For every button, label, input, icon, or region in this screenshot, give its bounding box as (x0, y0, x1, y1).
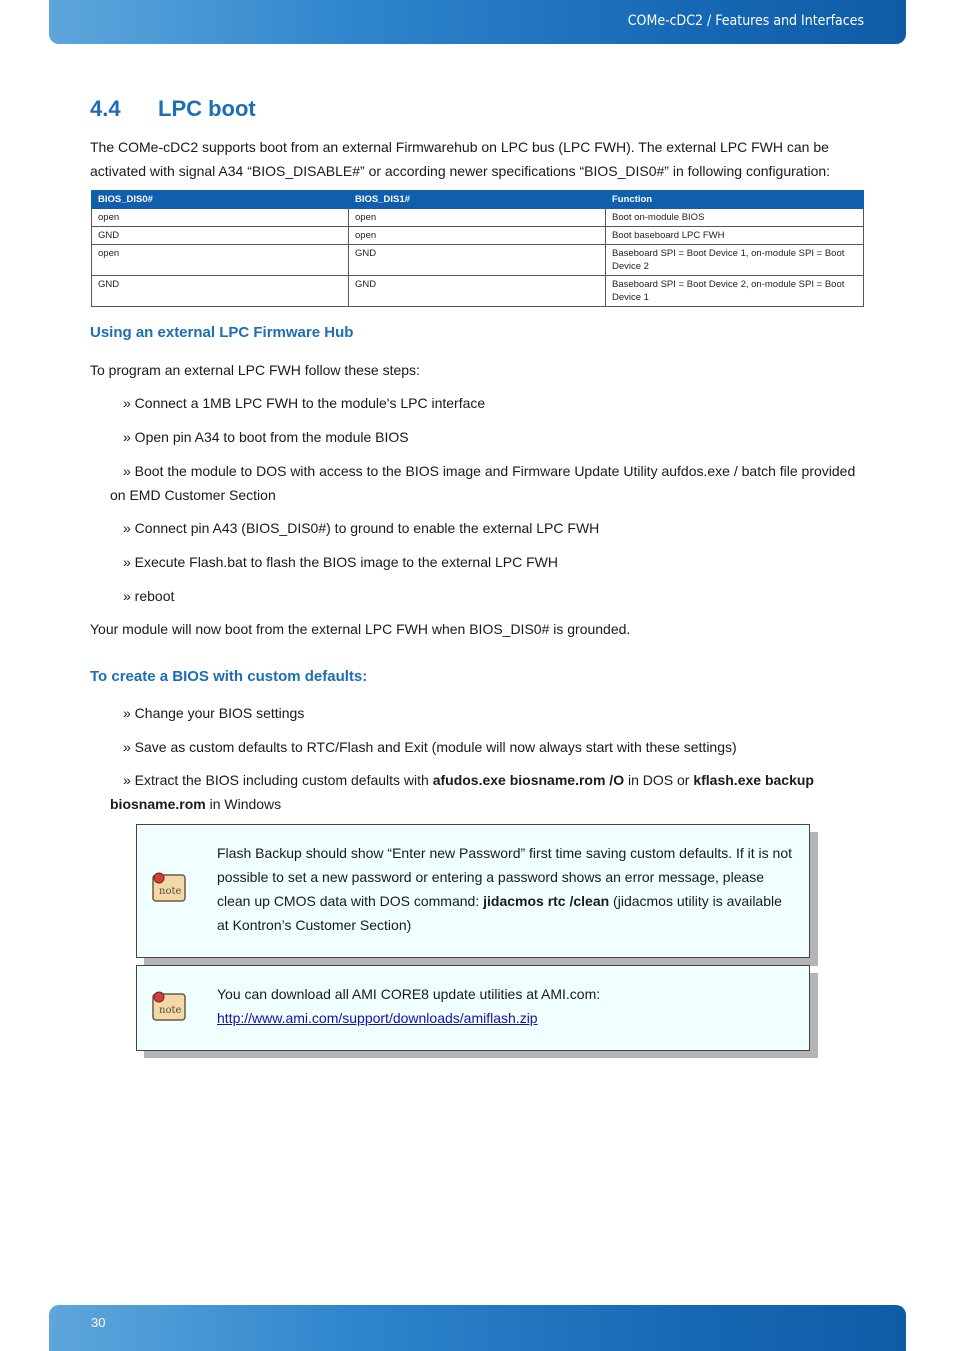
table-row (92, 209, 864, 227)
command-text: jidacmos rtc /clean (483, 893, 610, 909)
table-header-cell: BIOS_DIS0# (92, 191, 349, 209)
intro-paragraph: The COMe-cDC2 supports boot from an external Firmwarehub on LPC bus (LPC FWH). The external LPC FWH can be activated with signal A34 “BIOS_DISABLE#” or according newer specifications “BIOS_DIS0#” in following configuration: (90, 139, 831, 179)
table-cell: GND (92, 227, 349, 245)
table-cell: open (349, 209, 606, 227)
table-cell: GND (92, 276, 349, 307)
table-cell: Baseboard SPI = Boot Device 2, on-module SPI = Boot Device 1 (606, 276, 864, 307)
table-cell: open (92, 209, 349, 227)
table-cell: GND (349, 276, 606, 307)
table-cell: open (349, 227, 606, 245)
fwh-step: » reboot (123, 588, 175, 604)
table-row (92, 227, 864, 245)
amiflash-download-link[interactable]: http://www.ami.com/support/downloads/amiflash.zip (217, 1010, 538, 1026)
section-number: 4.4 (90, 96, 121, 121)
custom-step (110, 768, 864, 816)
command-text: afudos.exe biosname.rom /O (432, 772, 625, 788)
fwh-intro: To program an external LPC FWH follow these steps: (90, 362, 420, 378)
table-header-row (92, 191, 864, 209)
step-text: in Windows (205, 796, 282, 812)
fwh-step: » Connect a 1MB LPC FWH to the module's LPC interface (123, 395, 486, 411)
table-cell: Boot on-module BIOS (606, 209, 864, 227)
note-icon (151, 869, 187, 905)
fwh-heading: Using an external LPC Firmware Hub (90, 324, 354, 341)
custom-step: » Save as custom defaults to RTC/Flash and Exit (module will now always start with these settings) (123, 739, 737, 755)
command-text: kflash.exe backup biosname.rom (110, 772, 814, 812)
footer-band (49, 1305, 906, 1351)
table-header-cell: BIOS_DIS1# (349, 191, 606, 209)
fwh-step: » Connect pin A43 (BIOS_DIS0#) to ground to enable the external LPC FWH (123, 520, 600, 536)
header-title: COMe-cDC2 / Features and Interfaces (627, 13, 864, 29)
table-header-cell: Function (606, 191, 864, 209)
svg-text:note: note (159, 1005, 182, 1016)
note-text-part: (jidacmos utility is available at Kontron’s Customer Section) (217, 893, 782, 933)
note-text-part: Flash Backup should show “Enter new Password” first time saving custom defaults. If it is not possible to set a new password or entering a password shows an error message, please clean up CMOS data with DOS command: (217, 845, 793, 909)
custom-defaults-heading: To create a BIOS with custom defaults: (90, 668, 368, 685)
header-band (49, 0, 906, 44)
table-cell: Baseboard SPI = Boot Device 1, on-module SPI = Boot Device 2 (606, 245, 864, 276)
fwh-step: » Open pin A34 to boot from the module BIOS (123, 429, 409, 445)
step-text: in DOS or (624, 772, 694, 788)
table-cell: Boot baseboard LPC FWH (606, 227, 864, 245)
note-text (217, 982, 797, 1030)
svg-text:note: note (159, 886, 182, 897)
table-cell: GND (349, 245, 606, 276)
table-row (92, 276, 864, 307)
table-row (92, 245, 864, 276)
table-cell: open (92, 245, 349, 276)
fwh-step: » Boot the module to DOS with access to the BIOS image and Firmware Update Utility aufdos.exe / batch file provided on EMD Customer Section (110, 463, 856, 503)
note-text-part: You can download all AMI CORE8 update utilities at AMI.com: (217, 986, 601, 1002)
fwh-closing: Your module will now boot from the external LPC FWH when BIOS_DIS0# is grounded. (90, 621, 631, 637)
section-title-text: LPC boot (158, 96, 256, 121)
section-title (90, 96, 256, 122)
page-number: 30 (91, 1315, 106, 1330)
note-box (136, 824, 810, 958)
note-box (136, 965, 810, 1051)
note-icon (151, 988, 187, 1024)
bios-config-table (91, 190, 864, 307)
note-text (217, 841, 797, 937)
step-text: » Extract the BIOS including custom defaults with (123, 772, 433, 788)
custom-step: » Change your BIOS settings (123, 705, 305, 721)
fwh-step: » Execute Flash.bat to flash the BIOS image to the external LPC FWH (123, 554, 558, 570)
